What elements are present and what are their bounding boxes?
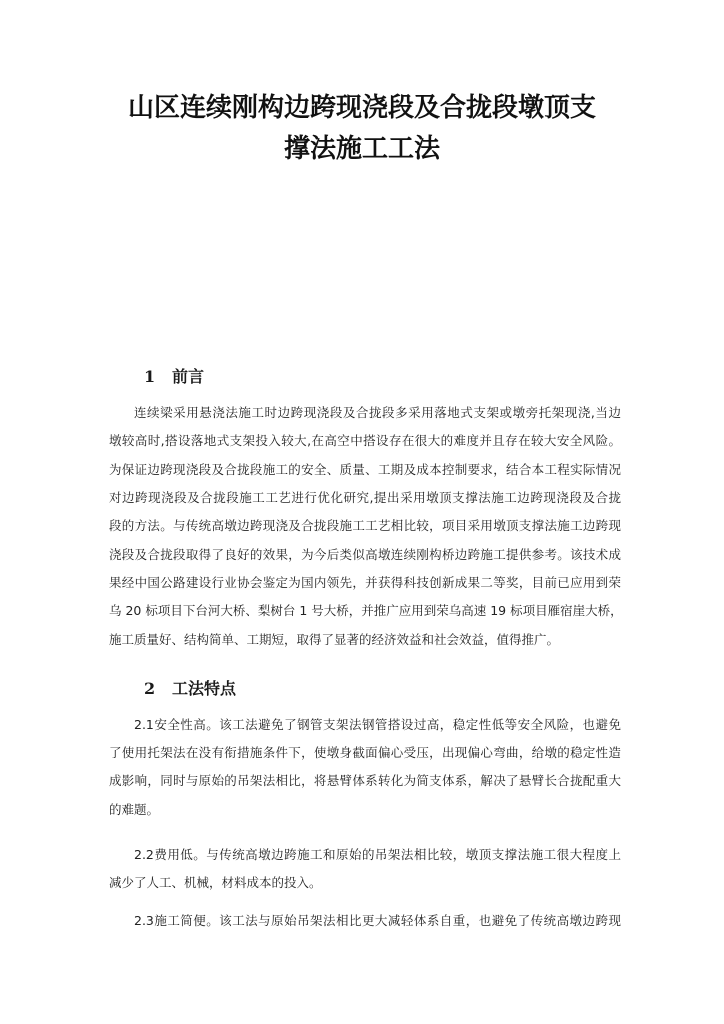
- paragraph-line: 墩较高时,搭设落地式支架投入较大,在高空中搭设存在很大的难度并且存在较大安全风险。: [109, 433, 621, 448]
- paragraph-line: 2.1安全性高。该工法避免了钢管支架法钢管搭设过高，稳定性低等安全风险，也避免: [134, 717, 621, 732]
- document-title-line-1: 山区连续刚构边跨现浇段及合拢段墩顶支: [127, 93, 596, 123]
- section-number: 1: [144, 367, 156, 386]
- paragraph-line: 减少了人工、机械，材料成本的投入。: [109, 875, 322, 890]
- section-2-heading: [144, 678, 236, 700]
- paragraph-line: 为保证边跨现浇段及合拢段施工的安全、质量、工期及成本控制要求，结合本工程实际情况: [109, 462, 621, 477]
- paragraph-line: 对边跨现浇段及合拢段施工工艺进行优化研究,提出采用墩顶支撑法施工边跨现浇段及合拢: [109, 490, 621, 505]
- paragraph-line: 2.3施工简便。该工法与原始吊架法相比更大减轻体系自重，也避免了传统高墩边跨现: [134, 913, 621, 928]
- paragraph-line: 2.2费用低。与传统高墩边跨施工和原始的吊架法相比较，墩顶支撑法施工很大程度上: [134, 847, 621, 862]
- document-title-line-2: 撑法施工工法: [283, 134, 440, 164]
- section-1-heading: [144, 366, 204, 388]
- paragraph-line: 了使用托架法在没有衔措施条件下，使墩身截面偏心受压，出现偏心弯曲，给墩的稳定性造: [109, 745, 621, 760]
- paragraph-line: 的难题。: [109, 802, 160, 817]
- paragraph-line: 段的方法。与传统高墩边跨现浇及合拢段施工工艺相比较，项目采用墩顶支撑法施工边跨现: [109, 518, 621, 533]
- paragraph-line: 乌 20 标项目下台河大桥、梨树台 1 号大桥，并推广应用到荣乌高速 19 标项目雁宿崖大桥，: [109, 603, 623, 618]
- paragraph-line: 果经中国公路建设行业协会鉴定为国内领先，并获得科技创新成果二等奖，目前已应用到荣: [109, 575, 621, 590]
- section-title: 工法特点: [172, 679, 237, 698]
- paragraph-line: 浇段及合拢段取得了良好的效果，为今后类似高墩连续刚构桥边跨施工提供参考。该技术成: [109, 547, 621, 562]
- section-title: 前言: [172, 367, 205, 386]
- paragraph-line: 连续梁采用悬浇法施工时边跨现浇段及合拢段多采用落地式支架或墩旁托架现浇,当边: [134, 405, 621, 420]
- paragraph-line: 成影响，同时与原始的吊架法相比，将悬臂体系转化为简支体系，解决了悬臂长合拢配重大: [109, 773, 621, 788]
- paragraph-line: 施工质量好、结构简单、工期短，取得了显著的经济效益和社会效益，值得推广。: [109, 632, 560, 647]
- section-number: 2: [144, 679, 156, 698]
